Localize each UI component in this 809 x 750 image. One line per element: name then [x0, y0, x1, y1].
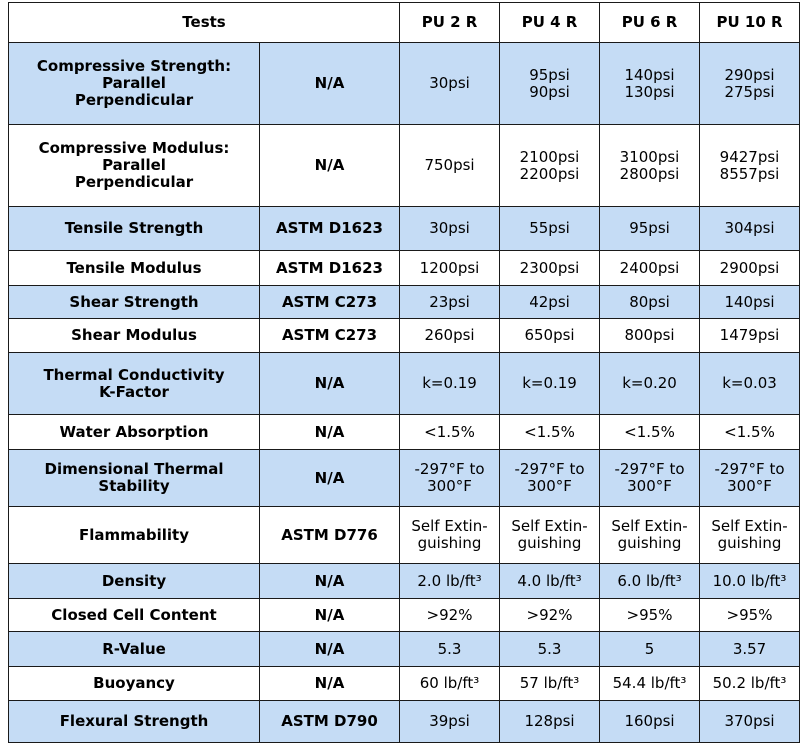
test-method-cell: N/A: [260, 415, 400, 450]
test-method-cell: ASTM D1623: [260, 251, 400, 286]
value-line: 10.0 lb/ft³: [712, 571, 787, 590]
test-method-cell: ASTM D1623: [260, 207, 400, 251]
value-line: <1.5%: [524, 422, 575, 441]
value-line: 54.4 lb/ft³: [612, 674, 687, 692]
value-cell: [600, 286, 700, 319]
value-cell: [400, 43, 500, 125]
table-row: [9, 507, 800, 564]
test-name-line: Flexural Strength: [59, 712, 209, 730]
value-line: -297°F to: [714, 460, 785, 478]
value-line: 57 lb/ft³: [519, 674, 580, 692]
value-line: guishing: [717, 534, 782, 552]
header-product: PU 2 R: [400, 3, 500, 43]
value-line: 300°F: [527, 477, 572, 495]
value-line: Self Extin-: [711, 517, 788, 535]
test-name-line: Thermal Conductivity: [43, 365, 225, 384]
value-cell: [500, 207, 600, 251]
table-row: [9, 43, 800, 125]
value-line: 4.0 lb/ft³: [517, 571, 582, 590]
test-method-cell: N/A: [260, 564, 400, 599]
test-name-line: Compressive Modulus:: [38, 139, 230, 157]
value-cell: [600, 353, 700, 415]
value-cell: [700, 564, 800, 599]
value-cell: [600, 450, 700, 507]
value-cell: [400, 564, 500, 599]
value-cell: [600, 599, 700, 632]
test-name-line: R-Value: [102, 639, 166, 658]
value-cell: [700, 507, 800, 564]
value-line: 1200psi: [419, 258, 480, 277]
value-cell: [400, 667, 500, 701]
value-cell: [600, 319, 700, 353]
value-cell: [700, 353, 800, 415]
value-line: 2400psi: [619, 258, 680, 277]
value-line: 39psi: [429, 712, 470, 730]
test-name-line: Buoyancy: [93, 674, 175, 692]
test-name-line: Parallel: [102, 156, 166, 174]
value-cell: [500, 701, 600, 743]
value-cell: [600, 632, 700, 667]
value-cell: [700, 207, 800, 251]
value-cell: [500, 599, 600, 632]
value-line: 5: [644, 639, 655, 658]
value-cell: [600, 507, 700, 564]
header-product: PU 6 R: [600, 3, 700, 43]
value-cell: [500, 632, 600, 667]
value-line: 3100psi: [619, 147, 680, 166]
value-cell: [400, 125, 500, 207]
value-line: 650psi: [524, 326, 575, 344]
value-line: k=0.19: [422, 374, 477, 392]
value-line: -297°F to: [514, 460, 585, 478]
test-name-cell: [9, 507, 260, 564]
test-name-line: Dimensional Thermal: [44, 460, 224, 478]
value-cell: [400, 251, 500, 286]
test-name-cell: [9, 415, 260, 450]
test-name-line: Water Absorption: [59, 422, 209, 441]
test-method-cell: ASTM D776: [260, 507, 400, 564]
test-name-cell: [9, 125, 260, 207]
value-line: 275psi: [724, 82, 775, 101]
test-name-cell: [9, 319, 260, 353]
value-line: <1.5%: [424, 422, 475, 441]
value-line: 3.57: [732, 639, 767, 658]
header-tests: Tests: [9, 3, 400, 43]
value-cell: [500, 319, 600, 353]
value-line: 140psi: [624, 65, 675, 84]
value-line: 6.0 lb/ft³: [617, 571, 682, 590]
test-name-line: Density: [101, 571, 167, 590]
value-line: >95%: [726, 605, 773, 624]
value-cell: [400, 207, 500, 251]
value-cell: [600, 207, 700, 251]
value-line: -297°F to: [614, 460, 685, 478]
test-method-cell: ASTM C273: [260, 319, 400, 353]
value-cell: [400, 450, 500, 507]
test-name-cell: [9, 701, 260, 743]
test-name-line: Perpendicular: [74, 91, 194, 109]
value-cell: [700, 701, 800, 743]
value-line: guishing: [617, 534, 682, 552]
value-line: 2900psi: [719, 258, 780, 277]
value-line: <1.5%: [724, 422, 775, 441]
value-line: 300°F: [627, 477, 672, 495]
test-name-cell: [9, 599, 260, 632]
test-name-cell: [9, 43, 260, 125]
value-cell: [500, 415, 600, 450]
value-line: guishing: [417, 534, 482, 552]
value-line: 95psi: [629, 219, 670, 237]
value-cell: [700, 319, 800, 353]
value-line: 300°F: [727, 477, 772, 495]
value-line: 2200psi: [519, 164, 580, 183]
value-line: 50.2 lb/ft³: [712, 674, 787, 692]
test-method-cell: N/A: [260, 43, 400, 125]
test-name-line: Shear Strength: [69, 292, 199, 311]
value-line: 30psi: [429, 74, 470, 92]
value-line: 55psi: [529, 219, 570, 237]
value-cell: [600, 43, 700, 125]
value-line: 304psi: [724, 219, 775, 237]
table-row: [9, 286, 800, 319]
test-name-line: Tensile Modulus: [66, 258, 202, 277]
value-cell: [700, 667, 800, 701]
test-name-cell: [9, 564, 260, 599]
test-method-cell: N/A: [260, 125, 400, 207]
table-row: [9, 251, 800, 286]
value-cell: [500, 43, 600, 125]
value-line: 23psi: [429, 292, 470, 311]
table-row: [9, 667, 800, 701]
value-cell: [700, 43, 800, 125]
table-row: [9, 415, 800, 450]
value-cell: [400, 632, 500, 667]
value-line: 130psi: [624, 82, 675, 101]
value-line: 370psi: [724, 712, 775, 730]
value-line: guishing: [517, 534, 582, 552]
value-line: 5.3: [437, 639, 462, 658]
value-cell: [500, 507, 600, 564]
table-row: [9, 599, 800, 632]
value-line: >92%: [426, 605, 473, 624]
value-line: 800psi: [624, 326, 675, 344]
value-line: <1.5%: [624, 422, 675, 441]
value-line: 290psi: [724, 65, 775, 84]
specifications-table: [8, 2, 800, 743]
test-method-cell: ASTM C273: [260, 286, 400, 319]
header-product: PU 10 R: [700, 3, 800, 43]
header-product: PU 4 R: [500, 3, 600, 43]
value-cell: [500, 251, 600, 286]
value-cell: [500, 125, 600, 207]
value-line: 160psi: [624, 712, 675, 730]
value-line: 2.0 lb/ft³: [417, 571, 482, 590]
table-row: [9, 632, 800, 667]
value-line: k=0.20: [622, 374, 677, 392]
value-cell: [600, 415, 700, 450]
test-name-line: Stability: [98, 477, 170, 495]
value-cell: [500, 667, 600, 701]
value-line: 30psi: [429, 219, 470, 237]
test-method-cell: N/A: [260, 667, 400, 701]
table-row: [9, 319, 800, 353]
value-cell: [400, 599, 500, 632]
value-cell: [700, 286, 800, 319]
value-cell: [400, 353, 500, 415]
value-cell: [700, 450, 800, 507]
test-name-line: Parallel: [102, 74, 166, 92]
value-cell: [400, 415, 500, 450]
value-cell: [400, 319, 500, 353]
value-line: k=0.03: [722, 374, 777, 392]
value-line: 90psi: [529, 82, 570, 101]
test-name-cell: [9, 450, 260, 507]
value-cell: [400, 286, 500, 319]
test-method-cell: ASTM D790: [260, 701, 400, 743]
value-cell: [700, 415, 800, 450]
table-row: [9, 353, 800, 415]
value-line: 300°F: [427, 477, 472, 495]
test-method-cell: N/A: [260, 599, 400, 632]
value-cell: [500, 353, 600, 415]
value-line: Self Extin-: [511, 517, 588, 535]
value-line: 140psi: [724, 292, 775, 311]
value-line: -297°F to: [414, 460, 485, 478]
value-line: 2800psi: [619, 164, 680, 183]
test-name-cell: [9, 353, 260, 415]
value-line: k=0.19: [522, 374, 577, 392]
value-line: Self Extin-: [611, 517, 688, 535]
value-line: 5.3: [537, 639, 562, 658]
value-cell: [500, 450, 600, 507]
table-body: [9, 43, 800, 743]
test-name-line: Shear Modulus: [71, 326, 197, 344]
test-name-cell: [9, 667, 260, 701]
test-name-cell: [9, 251, 260, 286]
test-name-line: Flammability: [78, 525, 189, 544]
value-line: 8557psi: [719, 164, 780, 183]
test-name-line: Perpendicular: [74, 173, 194, 191]
test-name-cell: [9, 632, 260, 667]
table-row: [9, 207, 800, 251]
table-row: [9, 450, 800, 507]
test-name-line: K-Factor: [99, 382, 169, 401]
test-name-cell: [9, 207, 260, 251]
header-row: [9, 3, 800, 43]
value-line: 260psi: [424, 326, 475, 344]
test-name-line: Compressive Strength:: [36, 57, 232, 75]
value-line: 2100psi: [519, 147, 580, 166]
test-name-line: Closed Cell Content: [51, 605, 217, 624]
value-line: 60 lb/ft³: [419, 674, 480, 692]
value-cell: [600, 125, 700, 207]
test-method-cell: N/A: [260, 450, 400, 507]
value-cell: [600, 701, 700, 743]
value-cell: [400, 507, 500, 564]
value-line: >92%: [526, 605, 573, 624]
value-line: 750psi: [424, 156, 475, 174]
test-method-cell: N/A: [260, 353, 400, 415]
value-line: 95psi: [529, 65, 570, 84]
test-name-cell: [9, 286, 260, 319]
value-cell: [600, 251, 700, 286]
value-cell: [700, 632, 800, 667]
table-row: [9, 701, 800, 743]
value-cell: [600, 667, 700, 701]
value-cell: [600, 564, 700, 599]
value-cell: [700, 599, 800, 632]
value-cell: [700, 125, 800, 207]
table-row: [9, 564, 800, 599]
value-line: 80psi: [629, 292, 670, 311]
value-line: Self Extin-: [411, 517, 488, 535]
test-method-cell: N/A: [260, 632, 400, 667]
value-line: 9427psi: [719, 147, 780, 166]
value-cell: [400, 701, 500, 743]
value-line: 128psi: [524, 712, 575, 730]
value-line: 1479psi: [719, 326, 780, 344]
value-cell: [700, 251, 800, 286]
value-line: 42psi: [529, 292, 570, 311]
value-line: >95%: [626, 605, 673, 624]
value-cell: [500, 564, 600, 599]
value-cell: [500, 286, 600, 319]
test-name-line: Tensile Strength: [64, 219, 204, 237]
table-row: [9, 125, 800, 207]
value-line: 2300psi: [519, 258, 580, 277]
